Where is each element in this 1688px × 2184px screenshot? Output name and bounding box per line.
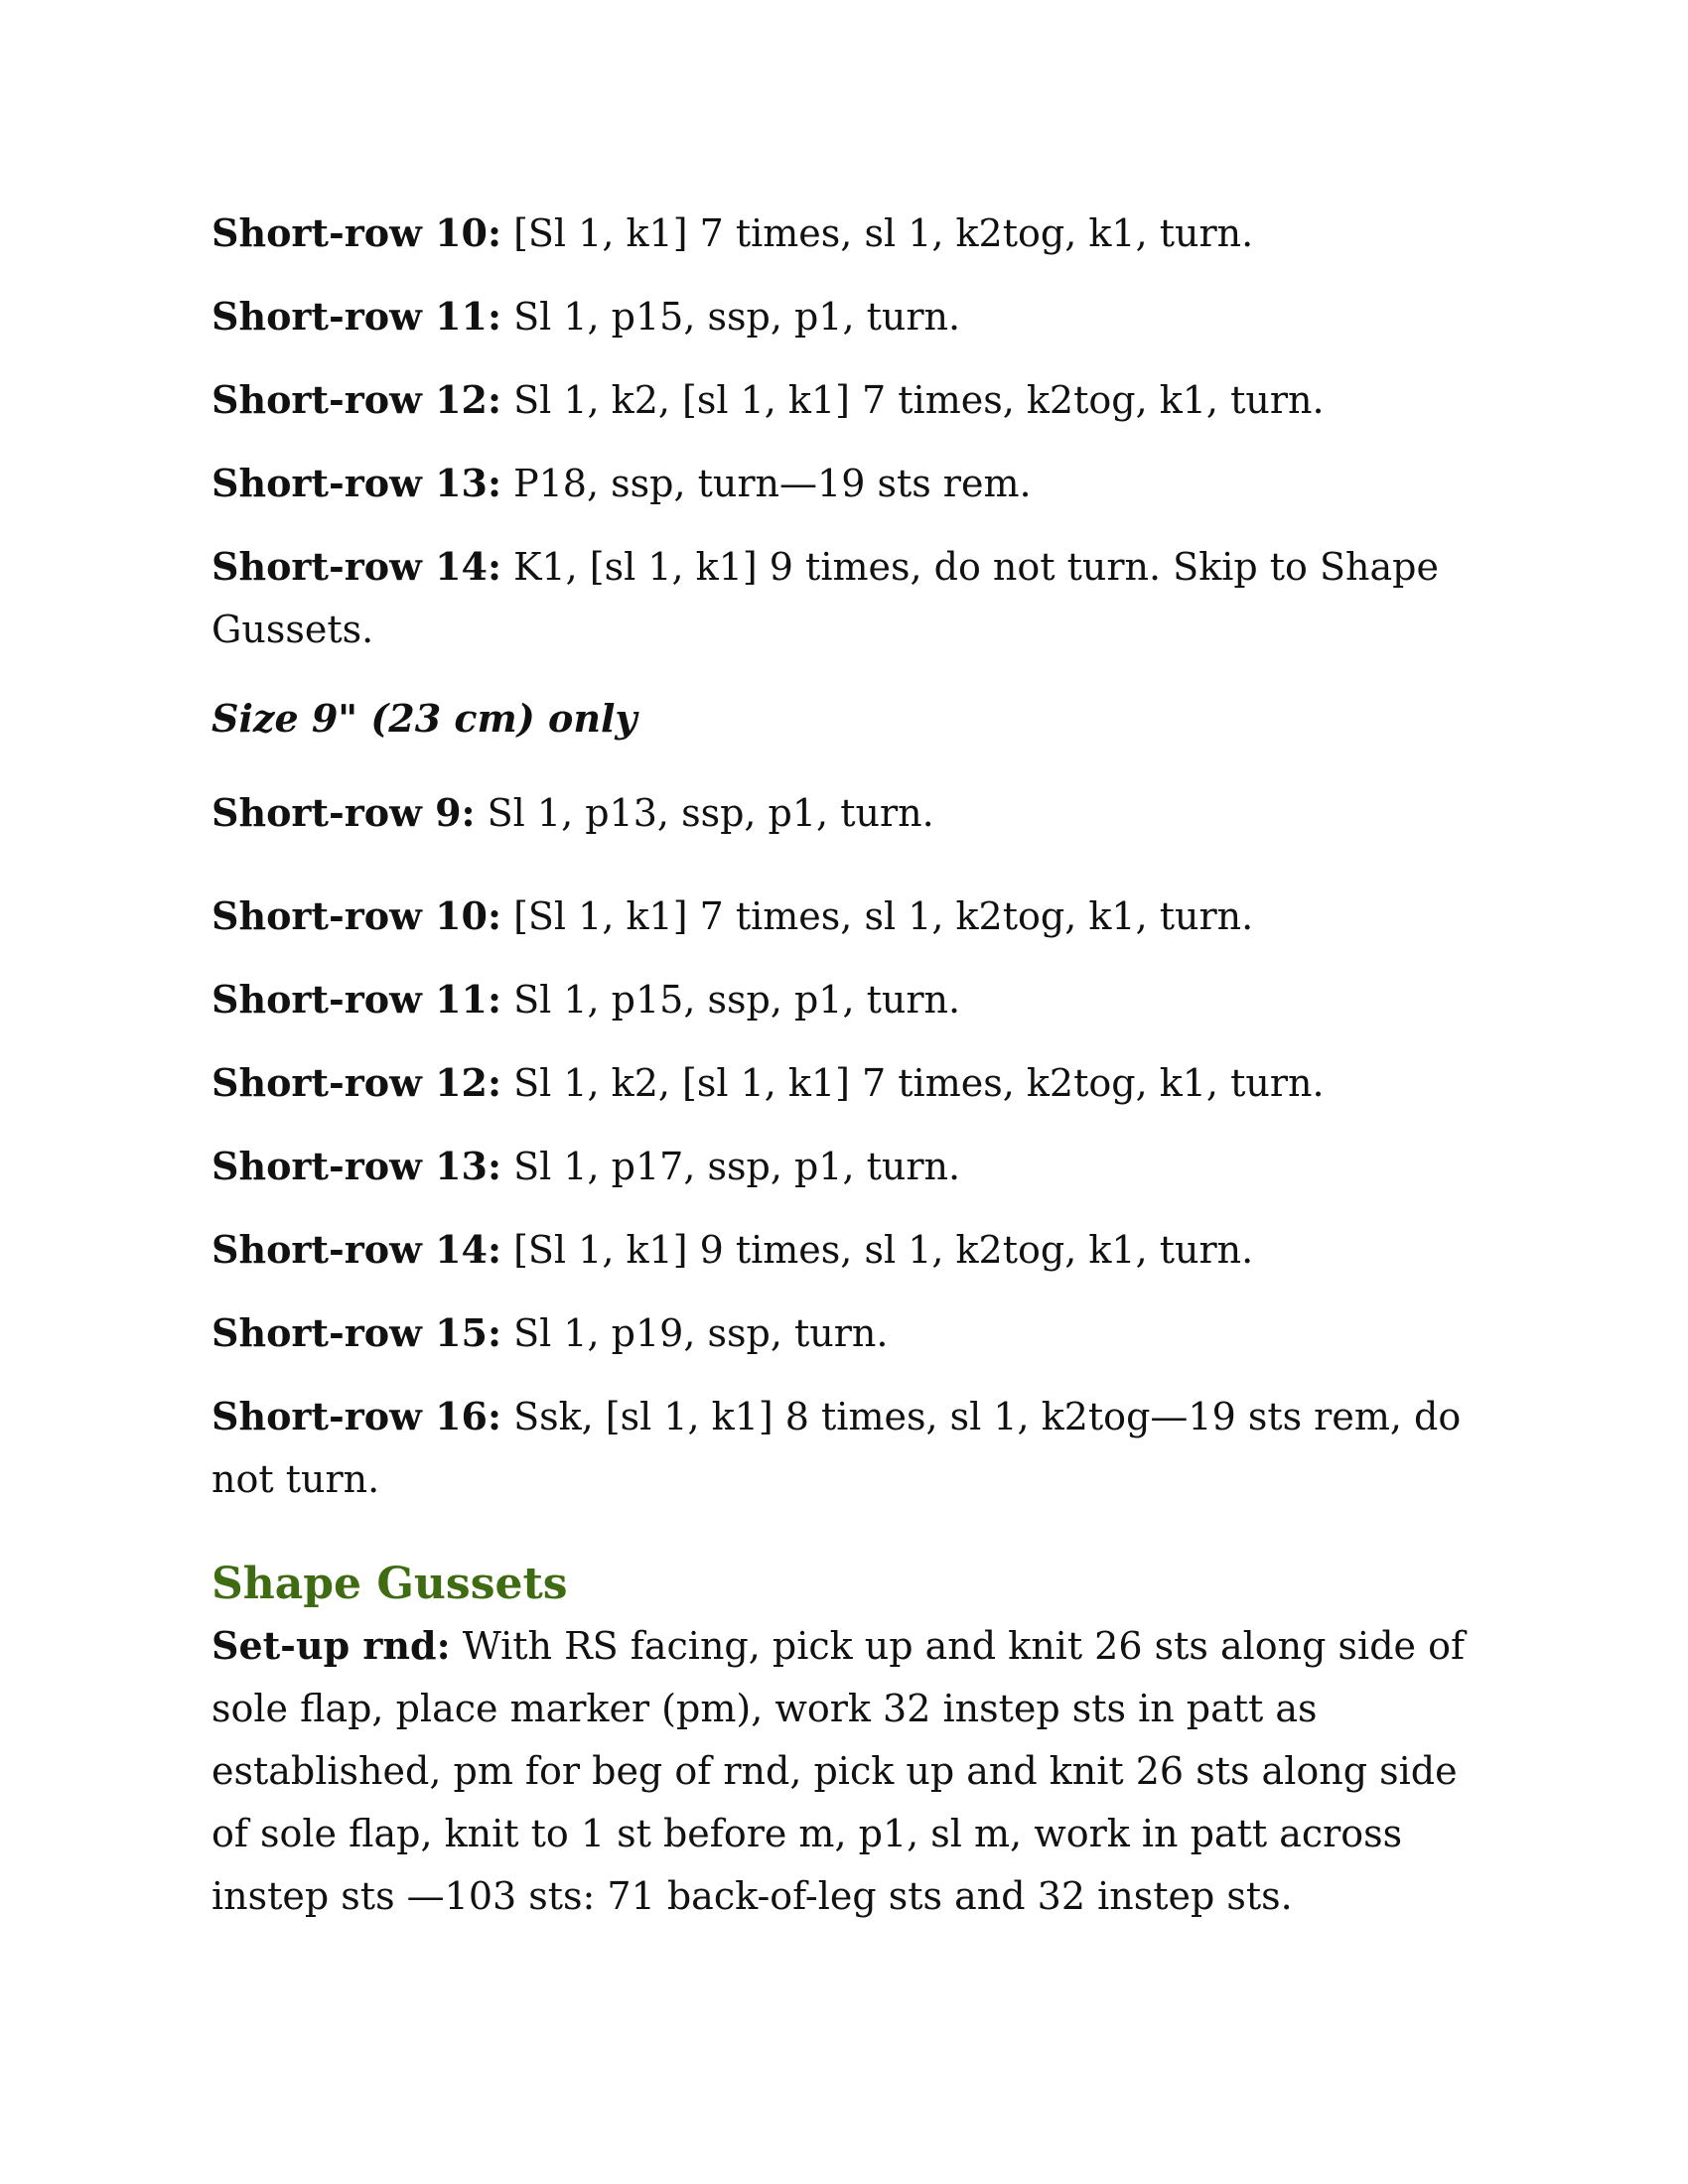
row-text: Sl 1, p17, ssp, p1, turn. <box>500 1145 961 1188</box>
setup-label: Set-up rnd: <box>211 1623 451 1668</box>
document-page <box>211 202 1502 1928</box>
instruction-block1-3 <box>211 452 1502 515</box>
instruction-short-row-9 <box>211 781 1502 845</box>
instruction-block1-2 <box>211 368 1502 432</box>
instruction-block2-0 <box>211 885 1502 948</box>
instruction-block2-3 <box>211 1135 1502 1198</box>
setup-round-instruction <box>211 1614 1502 1928</box>
size-heading: Size 9" (23 cm) only <box>211 696 637 741</box>
row-label: Short-row 10: <box>211 893 501 938</box>
row-label: Short-row 9: <box>211 790 476 835</box>
row-label: Short-row 10: <box>211 210 501 255</box>
row-label: Short-row 15: <box>211 1310 501 1355</box>
instruction-block1-1 <box>211 285 1502 348</box>
row-label: Short-row 11: <box>211 294 501 339</box>
setup-text: With RS facing, pick up and knit 26 sts along side of sole flap, place marker (pm), work 32 instep sts in patt as established, pm for beg of rnd, pick up and knit 26 sts along side of sole flap, knit to 1 st before m, p1, sl m, work in patt across instep sts —103 sts: 71 back-of-leg sts and 32 instep sts. <box>211 1624 1466 1918</box>
instruction-block2-6 <box>211 1385 1502 1511</box>
row-text: Sl 1, p19, ssp, turn. <box>500 1311 889 1355</box>
row-label: Short-row 14: <box>211 544 501 589</box>
instruction-block2-2 <box>211 1051 1502 1115</box>
row-label: Short-row 14: <box>211 1227 501 1272</box>
row-label: Short-row 12: <box>211 1060 501 1105</box>
row-text: Sl 1, p15, ssp, p1, turn. <box>500 295 961 339</box>
instruction-block1-4 <box>211 535 1502 661</box>
row-label: Short-row 11: <box>211 977 501 1022</box>
section-heading: Shape Gussets <box>211 1559 568 1609</box>
row-text: P18, ssp, turn—19 sts rem. <box>500 462 1032 505</box>
row-label: Short-row 13: <box>211 1144 501 1188</box>
instruction-block1-0 <box>211 202 1502 265</box>
row-text: [Sl 1, k1] 9 times, sl 1, k2tog, k1, turn. <box>500 1228 1254 1272</box>
instruction-block2-5 <box>211 1301 1502 1365</box>
row-label: Short-row 13: <box>211 461 501 505</box>
row-text: [Sl 1, k1] 7 times, sl 1, k2tog, k1, turn. <box>500 894 1254 938</box>
row-text: Ssk, [sl 1, k1] 8 times, sl 1, k2tog—19 sts rem, do not turn. <box>211 1395 1462 1501</box>
row-text: Sl 1, k2, [sl 1, k1] 7 times, k2tog, k1, turn. <box>500 1061 1325 1105</box>
row-text: Sl 1, k2, [sl 1, k1] 7 times, k2tog, k1, turn. <box>500 378 1325 422</box>
row-text: Sl 1, p13, ssp, p1, turn. <box>475 791 934 835</box>
row-text: K1, [sl 1, k1] 9 times, do not turn. Skip to Shape Gussets. <box>211 545 1439 651</box>
instruction-block2-1 <box>211 968 1502 1031</box>
instruction-block2-4 <box>211 1218 1502 1282</box>
row-label: Short-row 12: <box>211 377 501 422</box>
row-label: Short-row 16: <box>211 1394 501 1438</box>
row-text: [Sl 1, k1] 7 times, sl 1, k2tog, k1, turn. <box>500 211 1254 255</box>
row-text: Sl 1, p15, ssp, p1, turn. <box>500 978 961 1022</box>
